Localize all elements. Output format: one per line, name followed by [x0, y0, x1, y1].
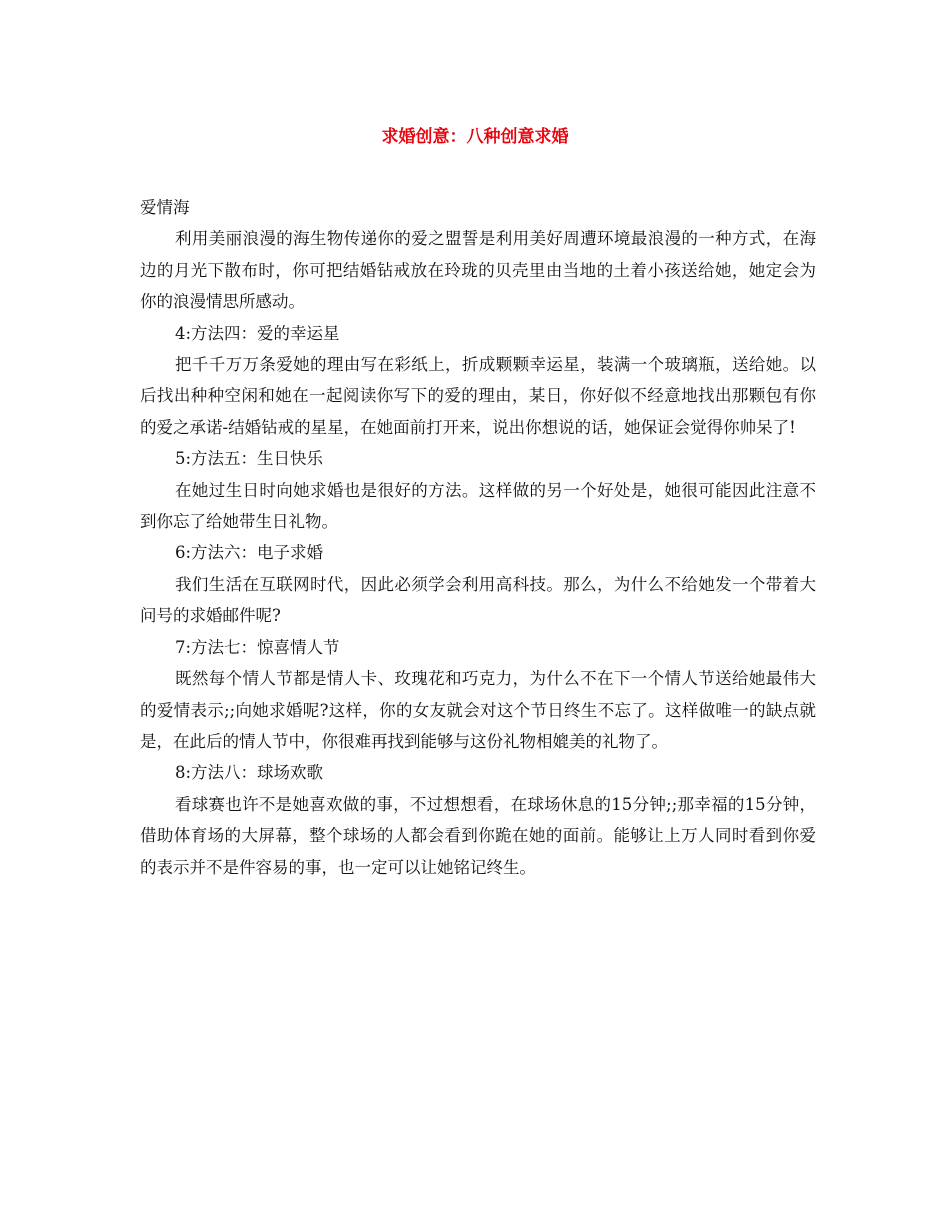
paragraph-method-8: 看球赛也许不是她喜欢做的事，不过想想看，在球场休息的15分钟;;那幸福的15分钟，借助体育场的大屏幕，整个球场的人都会看到你跪在她的面前。能够让上万人同时看到你爱的表示并不是件容易的事，也一定可以让她铭记终生。 [140, 794, 816, 877]
page-title: 求婚创意：八种创意求婚 [381, 127, 569, 147]
section-heading-method-8: 8:方法八：球场欢歌 [175, 763, 324, 783]
paragraph-method-4: 把千千万万条爱她的理由写在彩纸上，折成颗颗幸运星，装满一个玻璃瓶，送给她。以后找出种种空闲和她在一起阅读你写下的爱的理由，某日，你好似不经意地找出那颗包有你的爱之承诺-结婚钻戒的星星，在她面前打开来，说出你想说的话，她保证会觉得你帅呆了! [140, 355, 816, 437]
section-heading-method-7: 7:方法七：惊喜情人节 [175, 637, 340, 657]
paragraph-method-7: 既然每个情人节都是情人卡、玫瑰花和巧克力，为什么不在下一个情人节送给她最伟大的爱情表示;;向她求婚呢?这样，你的女友就会对这个节日终生不忘了。这样做唯一的缺点就是，在此后的情人节中，你很难再找到能够与这份礼物相媲美的礼物了。 [140, 669, 816, 751]
document-body [140, 192, 816, 883]
paragraph-method-5: 在她过生日时向她求婚也是很好的方法。这样做的另一个好处是，她很可能因此注意不到你忘了给她带生日礼物。 [140, 480, 816, 532]
section-heading-method-4: 4:方法四：爱的幸运星 [175, 323, 340, 343]
paragraph-method-6: 我们生活在互联网时代，因此必须学会利用高科技。那么，为什么不给她发一个带着大问号的求婚邮件呢? [140, 574, 816, 626]
section-heading-method-6: 6:方法六：电子求婚 [175, 543, 324, 563]
section-heading-method-5: 5:方法五：生日快乐 [175, 449, 324, 469]
paragraph-aiqinghai: 利用美丽浪漫的海生物传递你的爱之盟誓是利用美好周遭环境最浪漫的一种方式，在海边的月光下散布时，你可把结婚钻戒放在玲珑的贝壳里由当地的土着小孩送给她，她定会为你的浪漫情思所感动。 [140, 229, 816, 312]
section-heading-aiqinghai: 爱情海 [140, 198, 190, 217]
